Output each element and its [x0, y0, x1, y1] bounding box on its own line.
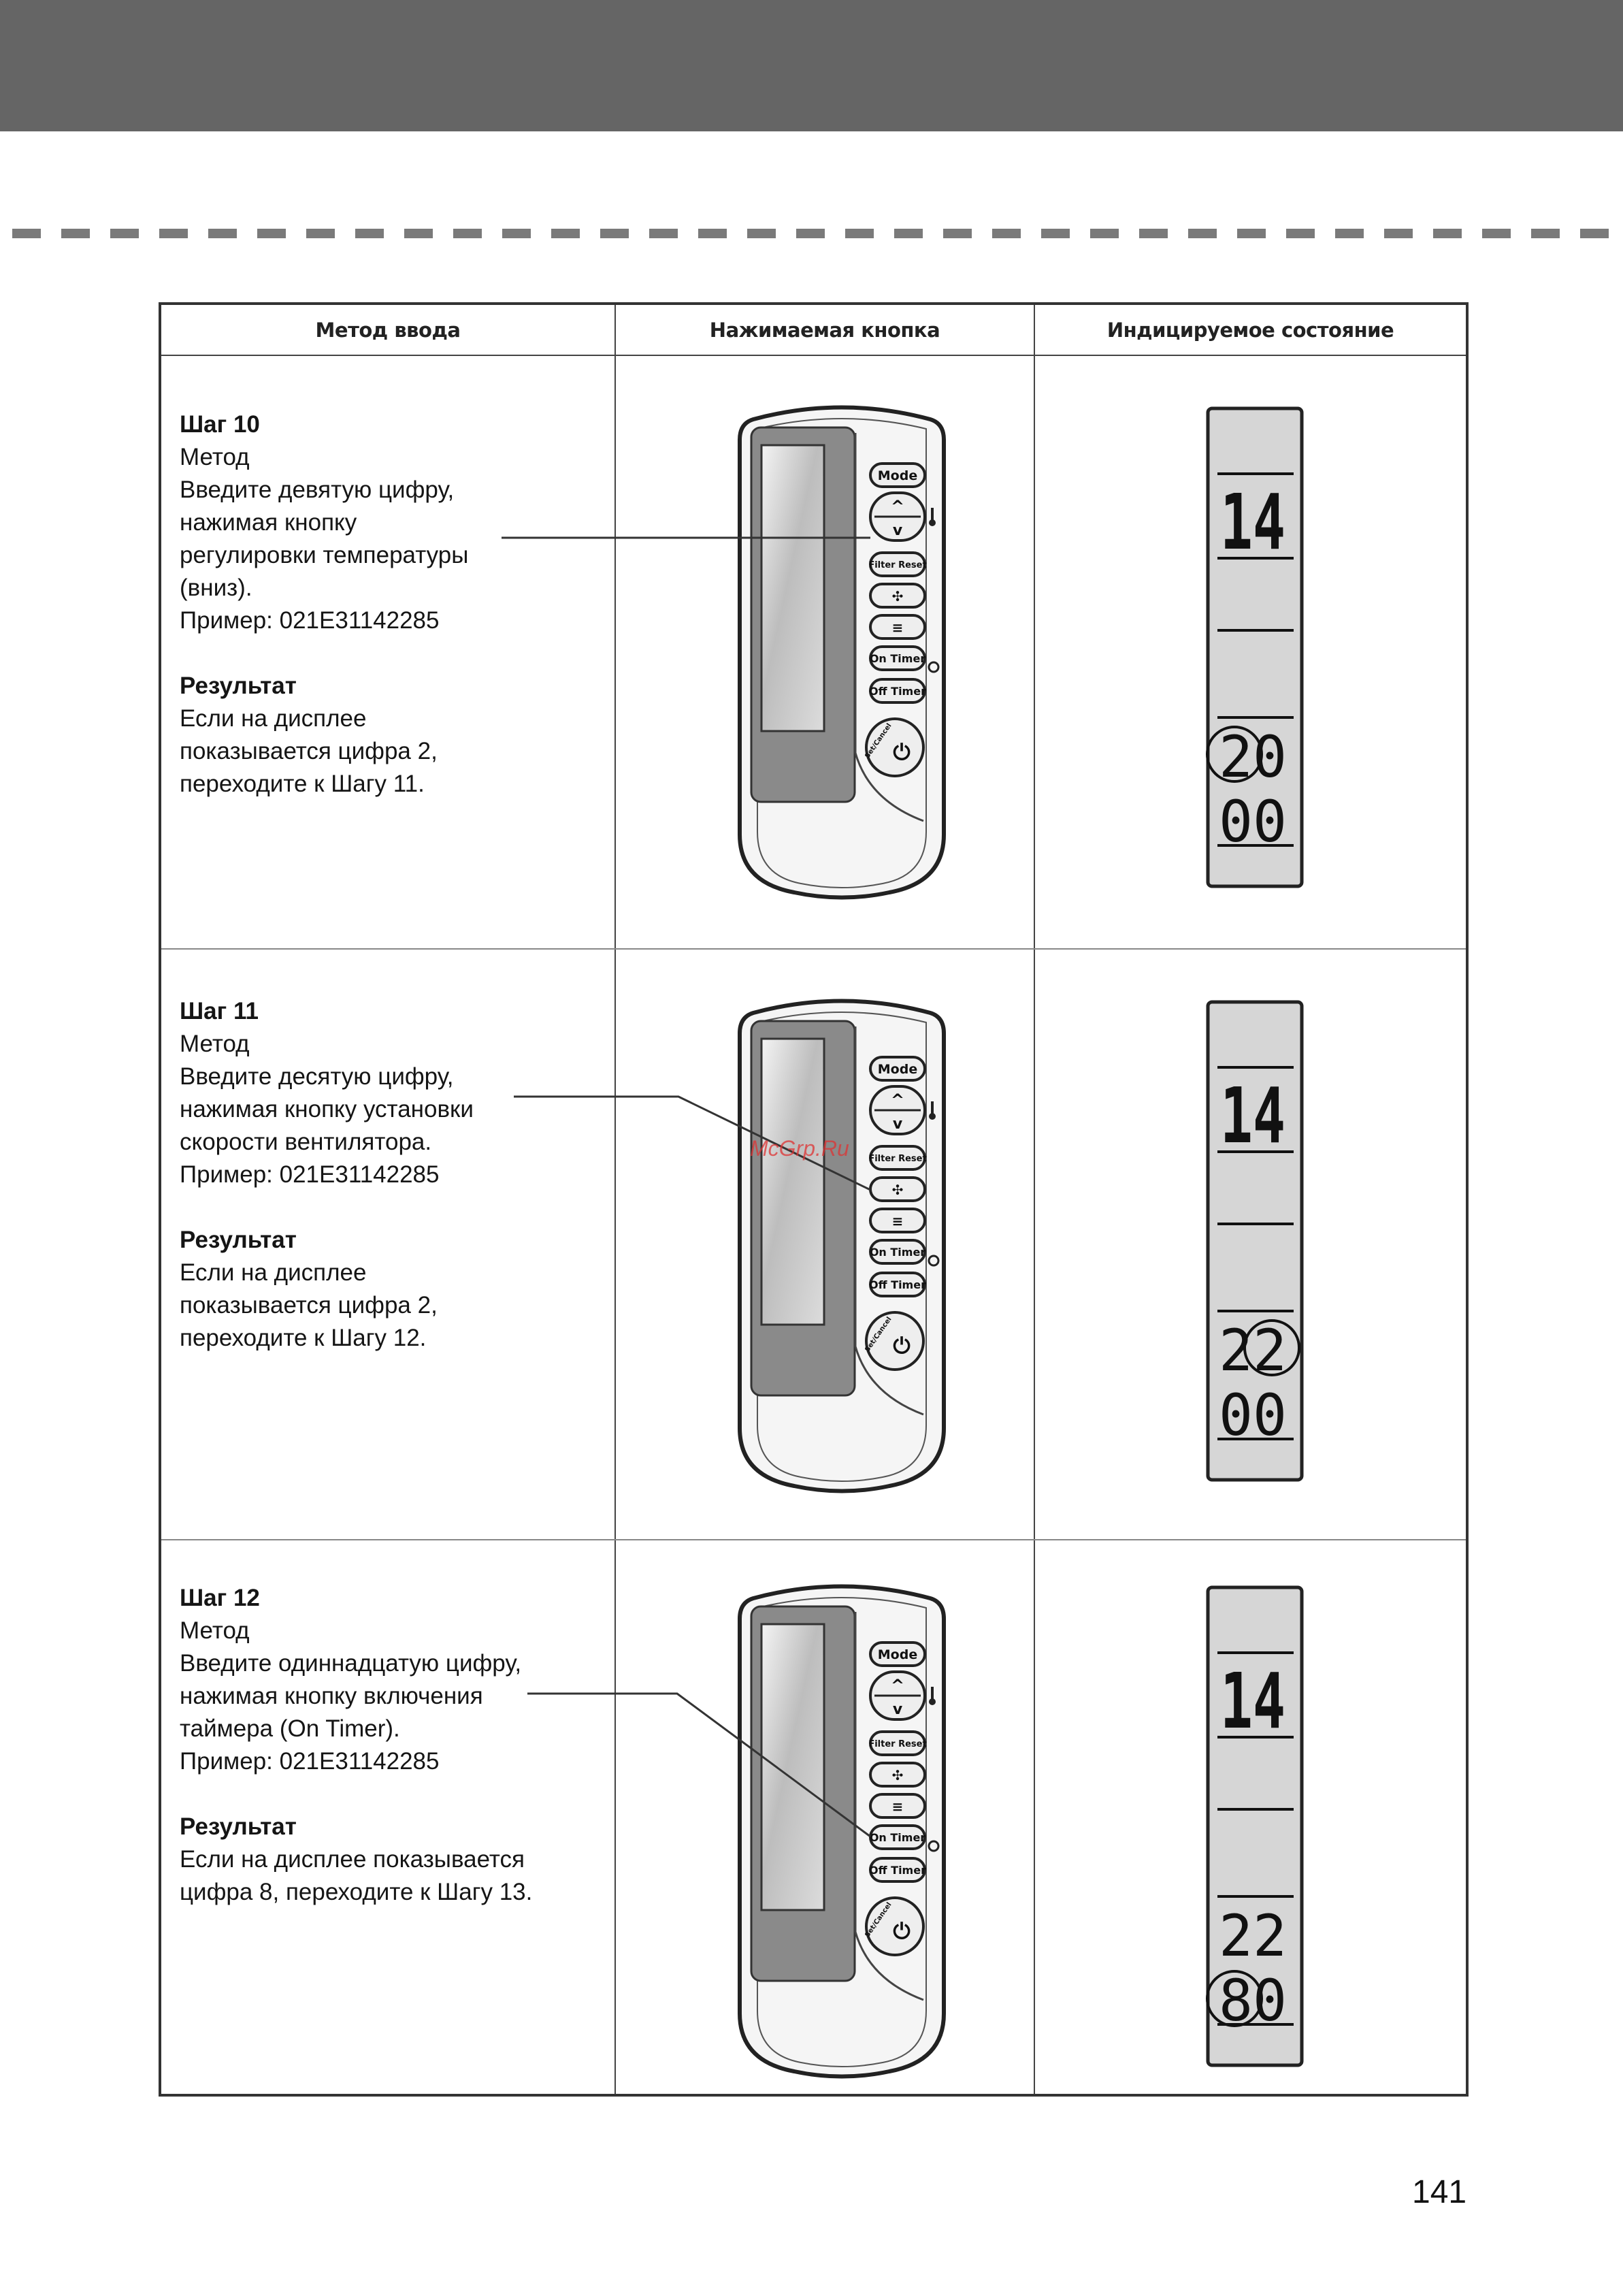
method-line: Введите одиннадцатую цифру, [180, 1650, 522, 1677]
header-displayed-state: Индицируемое состояние [1106, 319, 1394, 342]
fan-icon: ✣ [891, 588, 904, 604]
method-line: нажимая кнопку [180, 509, 357, 536]
method-line: (вниз). [180, 575, 252, 601]
svg-text:Off Timer: Off Timer [869, 1864, 926, 1877]
power-icon: ⏻ [893, 739, 911, 765]
swing-icon: ≡ [891, 1798, 904, 1815]
watermark: McGrp.Ru [750, 1136, 849, 1161]
result-label: Результат [180, 673, 297, 699]
svg-text:Off Timer: Off Timer [869, 685, 926, 698]
display-row1-digits: 22 [1219, 1317, 1287, 1384]
fan-icon: ✣ [891, 1767, 904, 1783]
method-line: скорости вентилятора. [180, 1129, 432, 1155]
step-title: Шаг 11 [180, 998, 259, 1024]
svg-text:On Timer: On Timer [869, 1831, 926, 1844]
method-line: нажимая кнопку установки [180, 1096, 474, 1122]
svg-text:Set/Cancel: Set/Cancel [864, 1901, 894, 1939]
svg-text:Filter Reset: Filter Reset [868, 1739, 927, 1749]
svg-text:Off Timer: Off Timer [869, 1278, 926, 1291]
down-arrow-icon: v [892, 1701, 903, 1718]
display-row2-digits: 00 [1219, 1382, 1287, 1449]
step-title: Шаг 12 [180, 1585, 260, 1611]
down-arrow-icon: v [892, 1116, 903, 1133]
header-pressed-button: Нажимаемая кнопка [709, 319, 940, 342]
power-icon: ⏻ [893, 1333, 911, 1359]
power-icon: ⏻ [893, 1918, 911, 1944]
display-top-digits: 14 [1220, 1658, 1285, 1746]
down-arrow-icon: v [892, 522, 903, 539]
display-row1-digits: 20 [1219, 724, 1287, 790]
method-line: регулировки температуры [180, 542, 469, 568]
swing-icon: ≡ [891, 1213, 904, 1229]
svg-text:Mode: Mode [877, 468, 918, 483]
fan-icon: ✣ [891, 1182, 904, 1198]
display-row1-digits: 22 [1219, 1903, 1287, 1969]
result-line: цифра 8, переходите к Шагу 13. [180, 1879, 533, 1905]
svg-text:Filter Reset: Filter Reset [868, 560, 927, 570]
method-label: Метод [180, 444, 250, 470]
step-title: Шаг 10 [180, 411, 260, 438]
method-label: Метод [180, 1617, 250, 1644]
result-line: Если на дисплее показывается [180, 1846, 525, 1873]
svg-text:On Timer: On Timer [869, 1246, 926, 1259]
up-arrow-icon: ^ [890, 1676, 905, 1695]
display-top-digits: 14 [1220, 1072, 1285, 1161]
method-line: Введите девятую цифру, [180, 476, 455, 503]
header-input-method: Метод ввода [315, 319, 461, 342]
svg-text:On Timer: On Timer [869, 652, 926, 665]
example: Пример: 021E31142285 [180, 1748, 440, 1775]
up-arrow-icon: ^ [890, 1090, 905, 1110]
svg-text:Mode: Mode [877, 1647, 918, 1662]
leader-lines [161, 305, 1466, 2094]
method-line: Введите десятую цифру, [180, 1063, 454, 1090]
page-number: 141 [1412, 2174, 1467, 2210]
swing-icon: ≡ [891, 619, 904, 636]
top-bar [0, 0, 1623, 131]
result-line: переходите к Шагу 12. [180, 1325, 427, 1351]
result-line: Если на дисплее [180, 705, 367, 732]
result-line: показывается цифра 2, [180, 738, 438, 764]
display-top-digits: 14 [1220, 479, 1285, 567]
leader-line-step-12 [527, 1694, 870, 1837]
up-arrow-icon: ^ [890, 497, 905, 516]
result-line: переходите к Шагу 11. [180, 771, 425, 797]
result-line: показывается цифра 2, [180, 1292, 438, 1319]
example: Пример: 021E31142285 [180, 607, 440, 634]
result-label: Результат [180, 1227, 297, 1253]
method-label: Метод [180, 1031, 250, 1057]
instruction-table [159, 302, 1469, 2097]
svg-text:Filter Reset: Filter Reset [868, 1154, 927, 1164]
method-line: таймера (On Timer). [180, 1715, 400, 1742]
display-row2-digits: 00 [1219, 788, 1287, 855]
result-label: Результат [180, 1813, 297, 1840]
svg-text:Set/Cancel: Set/Cancel [864, 1315, 894, 1354]
svg-text:Set/Cancel: Set/Cancel [864, 722, 894, 760]
method-line: нажимая кнопку включения [180, 1683, 483, 1709]
result-line: Если на дисплее [180, 1259, 367, 1286]
dashed-divider [12, 229, 1611, 238]
svg-text:Mode: Mode [877, 1062, 918, 1077]
display-row2-digits: 80 [1219, 1967, 1287, 2034]
example: Пример: 021E31142285 [180, 1161, 440, 1188]
